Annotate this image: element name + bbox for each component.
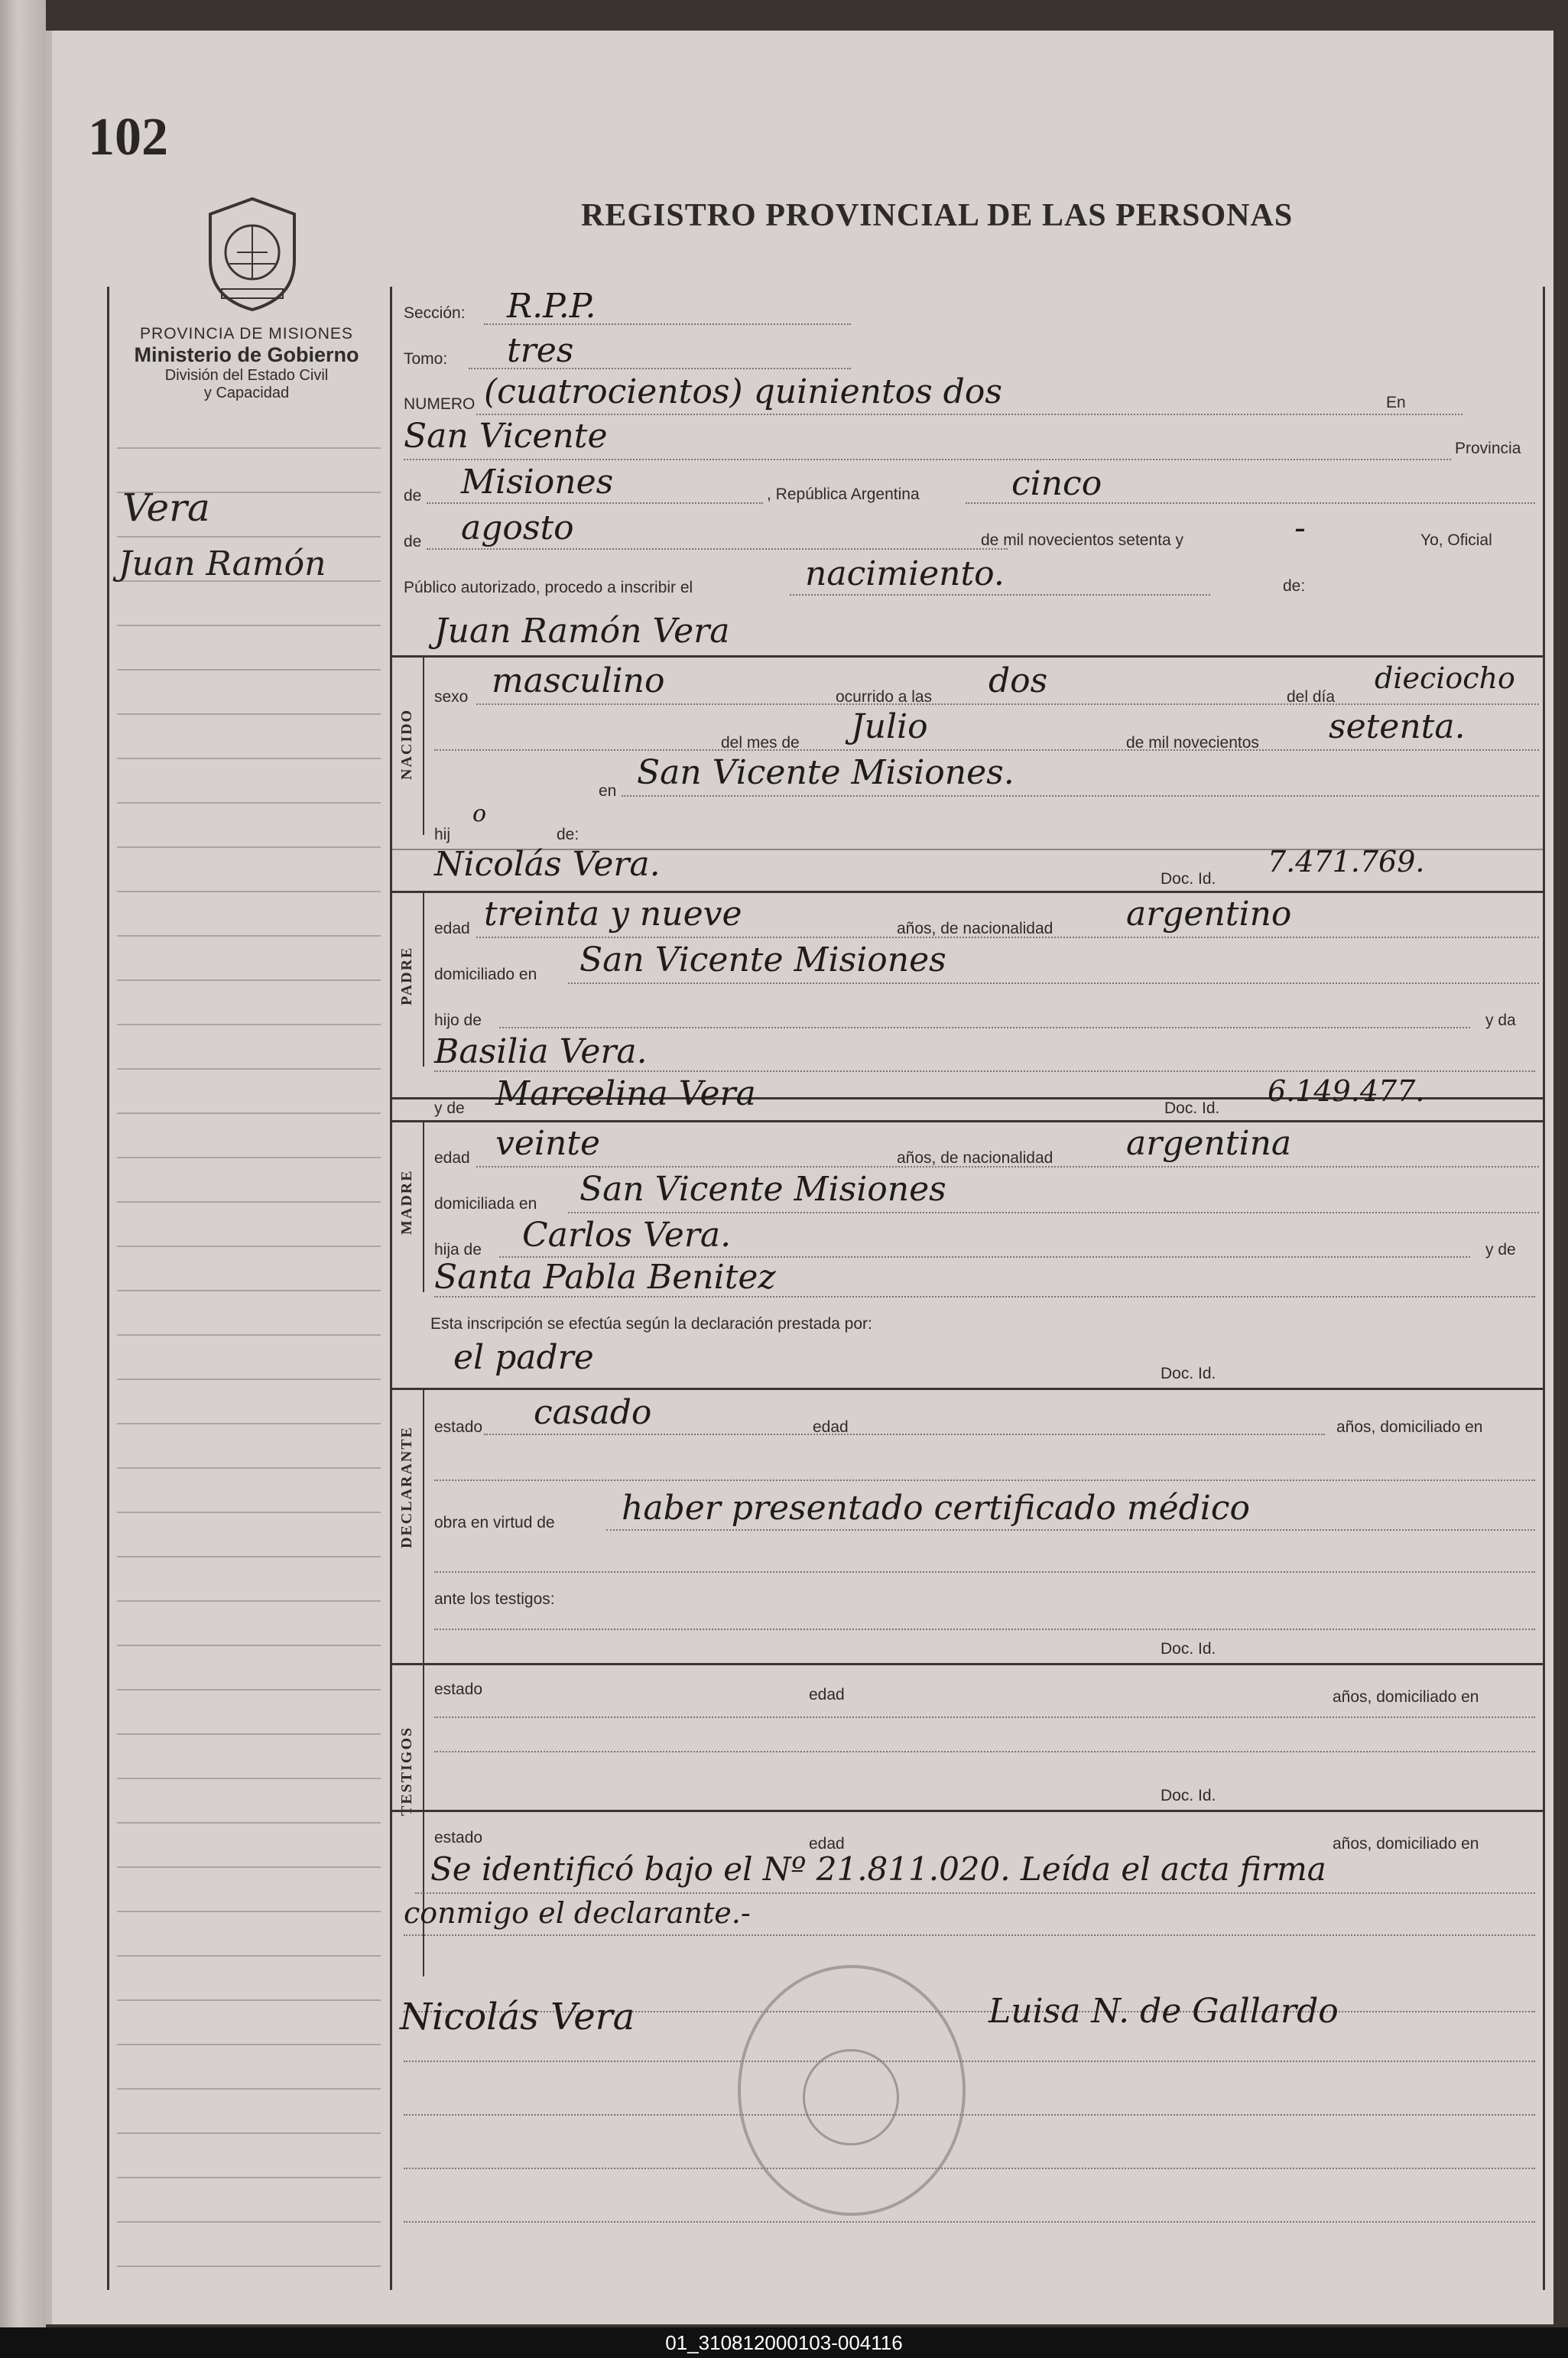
official-signature: Luisa N. de Gallardo xyxy=(989,1992,1339,2031)
year-label: de mil novecientos setenta y xyxy=(981,531,1183,549)
mother-parent-1: Carlos Vera. xyxy=(522,1216,732,1255)
dotted-line xyxy=(434,1629,1535,1630)
margin-rule-line xyxy=(117,2088,381,2090)
margin-rule-line xyxy=(117,1290,381,1291)
declarante-name: el padre xyxy=(453,1338,594,1377)
testigos-label: ante los testigos: xyxy=(434,1590,555,1608)
tomo-label: Tomo: xyxy=(404,350,448,368)
declarant-signature: Nicolás Vera xyxy=(400,1996,635,2038)
child-name: Juan Ramón Vera xyxy=(434,612,730,651)
division-line-1: División del Estado Civil xyxy=(164,367,329,384)
provincia-value: Misiones xyxy=(461,463,614,502)
father-nac-value: argentino xyxy=(1126,895,1292,934)
publico-label: Público autorizado, procedo a inscribir el xyxy=(404,579,693,596)
dotted-line xyxy=(404,2114,1535,2116)
act-value: nacimiento. xyxy=(805,554,1005,593)
de-label: de xyxy=(404,487,422,505)
margin-rule-line xyxy=(117,802,381,804)
province-name: PROVINCIA DE MISIONES xyxy=(140,325,353,343)
mother-y-de-label-2: y de xyxy=(1485,1241,1516,1259)
margin-rule-line xyxy=(117,1112,381,1114)
dotted-line xyxy=(622,795,1539,797)
margin-rule-line xyxy=(117,1024,381,1025)
dotted-line xyxy=(427,548,1008,550)
margin-rule-line xyxy=(117,891,381,892)
page-title: REGISTRO PROVINCIAL DE LAS PERSONAS xyxy=(581,198,1294,233)
declarante-edad-label: edad xyxy=(813,1418,849,1436)
anio-value: setenta. xyxy=(1329,707,1466,746)
margin-rule-line xyxy=(117,1379,381,1380)
margin-rule-line xyxy=(117,1600,381,1602)
tomo-value: tres xyxy=(507,331,574,370)
section-rule xyxy=(392,1663,1543,1665)
stamp-emblem-icon xyxy=(803,2049,899,2145)
mother-y-de-label: y de xyxy=(434,1099,465,1117)
margin-given-name: Juan Ramón xyxy=(118,544,326,583)
section-bar xyxy=(423,891,424,1067)
margin-rule-line xyxy=(117,979,381,981)
dotted-line xyxy=(966,502,1535,504)
mother-edad-label: edad xyxy=(434,1149,470,1167)
margin-rule-line xyxy=(117,1334,381,1336)
dotted-line xyxy=(427,502,763,504)
declarante-estado-value: casado xyxy=(534,1393,652,1432)
margin-rule-line xyxy=(117,846,381,848)
lugar-label: en xyxy=(599,782,617,800)
section-rule xyxy=(392,1120,1543,1122)
testigo-2-estado-label: estado xyxy=(434,1829,483,1846)
margin-rule-line xyxy=(117,1733,381,1735)
margin-rule-line xyxy=(117,1423,381,1424)
dotted-line xyxy=(469,368,851,369)
place-value: San Vicente xyxy=(404,417,608,456)
margin-rule-line xyxy=(117,1955,381,1957)
father-hijo-de-label: hijo de xyxy=(434,1012,482,1029)
dotted-line xyxy=(606,1529,1535,1531)
father-doc-label: Doc. Id. xyxy=(1161,870,1216,888)
book-binding xyxy=(0,0,46,2332)
obra-label: obra en virtud de xyxy=(434,1514,555,1531)
margin-rule-line xyxy=(117,1512,381,1513)
margin-rule-line xyxy=(117,625,381,626)
de-label-2: de xyxy=(404,533,422,551)
numero-value: (cuatrocientos) quinientos dos xyxy=(484,372,1002,411)
sexo-label: sexo xyxy=(434,688,469,706)
margin-rule-line xyxy=(117,536,381,538)
division-line-2: y Capacidad xyxy=(203,385,290,401)
dotted-line xyxy=(404,2221,1535,2223)
lugar-value: San Vicente Misiones. xyxy=(637,753,1014,792)
section-bar xyxy=(423,655,424,835)
margin-rule-line xyxy=(117,1689,381,1691)
de-label-3: de: xyxy=(1283,577,1306,595)
testigo-2-edad-label: edad xyxy=(809,1835,845,1853)
padre-section-label: PADRE xyxy=(398,946,415,1005)
provincia-label: Provincia xyxy=(1455,440,1521,457)
section-rule xyxy=(392,655,1543,658)
mother-dom-label: domiciliada en xyxy=(434,1195,537,1213)
margin-rule-line xyxy=(117,2221,381,2223)
margin-rule-line xyxy=(117,2265,381,2267)
obra-value: haber presentado certificado médico xyxy=(622,1489,1251,1528)
margin-rule-line xyxy=(117,1778,381,1779)
declarante-estado-label: estado xyxy=(434,1418,483,1436)
margin-surname: Vera xyxy=(122,486,210,530)
section-rule xyxy=(392,1810,1543,1812)
month-value: agosto xyxy=(461,508,574,547)
dotted-line xyxy=(499,1027,1470,1028)
margin-rule-line xyxy=(117,1246,381,1247)
margin-rule-line xyxy=(117,2044,381,2045)
hora-label: ocurrido a las xyxy=(836,688,933,706)
mother-dom-value: San Vicente Misiones xyxy=(579,1170,946,1209)
testigo-1-estado-label: estado xyxy=(434,1681,483,1698)
testigo-2-doc-label: Doc. Id. xyxy=(1161,1787,1216,1804)
section-bar xyxy=(423,1120,424,1292)
dotted-line xyxy=(434,1070,1535,1072)
margin-rule-line xyxy=(117,1201,381,1203)
record-body xyxy=(390,287,1545,2290)
mother-edad-value: veinte xyxy=(495,1124,601,1163)
oficial-label: Yo, Oficial xyxy=(1420,531,1492,549)
margin-rule-line xyxy=(117,758,381,759)
margin-rule-line xyxy=(117,1157,381,1158)
testigo-1-edad-label: edad xyxy=(809,1686,845,1704)
mother-nac-value: argentina xyxy=(1126,1124,1292,1163)
margin-rule-line xyxy=(117,2132,381,2134)
nacido-section-label: NACIDO xyxy=(398,708,415,780)
madre-section-label: MADRE xyxy=(398,1169,415,1235)
mes-value: Julio xyxy=(851,707,928,746)
section-bar xyxy=(423,1388,424,1663)
father-parent-1: Basilia Vera. xyxy=(434,1032,648,1071)
dotted-line xyxy=(404,1934,1535,1936)
dotted-line xyxy=(790,594,1210,596)
father-name: Nicolás Vera. xyxy=(434,845,661,884)
sexo-value: masculino xyxy=(492,661,665,700)
father-dom-label: domiciliado en xyxy=(434,966,537,983)
image-caption: 01_310812000103-004116 xyxy=(0,2327,1568,2358)
father-nac-label: años, de nacionalidad xyxy=(897,920,1053,937)
margin-rule-line xyxy=(117,935,381,937)
dotted-line xyxy=(476,937,1539,938)
mother-hija-de-label: hija de xyxy=(434,1241,482,1259)
dotted-line xyxy=(484,1434,1325,1435)
dotted-line xyxy=(434,1571,1535,1573)
margin-rule-line xyxy=(117,1556,381,1557)
en-label: En xyxy=(1386,394,1406,411)
dotted-line xyxy=(434,1296,1535,1298)
dia-value: dieciocho xyxy=(1375,661,1515,695)
numero-label: NUMERO xyxy=(404,395,476,413)
mes-label: del mes de xyxy=(721,734,800,752)
father-y-da-label: y da xyxy=(1485,1012,1516,1029)
ministry-name: Ministerio de Gobierno xyxy=(134,343,359,366)
father-edad-value: treinta y nueve xyxy=(484,895,742,934)
margin-column xyxy=(107,287,388,2290)
dotted-line xyxy=(404,459,1451,460)
mother-doc-value: 6.149.477. xyxy=(1268,1074,1425,1108)
closing-line-2: conmigo el declarante.- xyxy=(404,1896,751,1930)
dotted-line xyxy=(484,323,851,325)
margin-rule-line xyxy=(117,447,381,449)
dotted-line xyxy=(434,1479,1535,1481)
closing-line-1: Se identificó bajo el Nº 21.811.020. Leída el acta firma xyxy=(430,1850,1326,1888)
margin-rule-line xyxy=(117,1866,381,1868)
dia-label: del día xyxy=(1287,688,1336,706)
seccion-label: Sección: xyxy=(404,304,466,322)
father-dom-value: San Vicente Misiones xyxy=(579,940,946,979)
day-value: cinco xyxy=(1011,464,1102,503)
mother-parent-2: Santa Pabla Benitez xyxy=(434,1258,776,1297)
dotted-line xyxy=(476,703,1539,705)
dotted-line xyxy=(434,749,1539,751)
declarante-section-label: DECLARANTE xyxy=(398,1425,415,1548)
father-edad-label: edad xyxy=(434,920,470,937)
hora-value: dos xyxy=(989,661,1048,700)
dotted-line xyxy=(476,414,1462,415)
hijo-label: hij xyxy=(434,826,451,843)
seccion-value: R.P.P. xyxy=(507,287,596,326)
year-suffix: - xyxy=(1294,508,1306,547)
section-rule xyxy=(392,1388,1543,1390)
margin-rule-line xyxy=(117,2177,381,2178)
testigo-1-doc-label: Doc. Id. xyxy=(1161,1640,1216,1658)
declarante-intro: Esta inscripción se efectúa según la declaración prestada por: xyxy=(430,1315,872,1333)
anio-label: de mil novecientos xyxy=(1126,734,1259,752)
declarante-dom-label: años, domiciliado en xyxy=(1336,1418,1483,1436)
padre-de-label: de: xyxy=(557,826,579,843)
margin-rule-line xyxy=(117,1467,381,1469)
dotted-line xyxy=(415,1892,1535,1894)
testigo-2-dom-label: años, domiciliado en xyxy=(1333,1835,1479,1853)
margin-rule-line xyxy=(117,1068,381,1070)
mother-doc-label: Doc. Id. xyxy=(1164,1099,1220,1117)
margin-rule-line xyxy=(117,1999,381,2001)
testigos-section-label: TESTIGOS xyxy=(398,1726,415,1816)
mother-nac-label: años, de nacionalidad xyxy=(897,1149,1053,1167)
margin-rule-line xyxy=(117,1645,381,1646)
dotted-line xyxy=(568,1212,1539,1213)
father-doc-value: 7.471.769. xyxy=(1268,845,1425,879)
dotted-line xyxy=(476,1166,1539,1168)
hijo-suffix: o xyxy=(472,801,487,827)
margin-rule-line xyxy=(117,1911,381,1912)
declarante-doc-label: Doc. Id. xyxy=(1161,1365,1216,1382)
republica-label: , República Argentina xyxy=(767,486,920,503)
dotted-line xyxy=(434,1751,1535,1752)
dotted-line xyxy=(404,2061,1535,2062)
dotted-line xyxy=(568,982,1539,984)
mother-name: Marcelina Vera xyxy=(495,1074,756,1113)
dotted-line xyxy=(434,1717,1535,1718)
section-rule xyxy=(392,891,1543,893)
folio-number: 102 xyxy=(88,108,168,167)
margin-rule-line xyxy=(117,669,381,671)
testigo-1-dom-label: años, domiciliado en xyxy=(1333,1688,1479,1706)
margin-rule-line xyxy=(117,713,381,715)
dotted-line xyxy=(404,2168,1535,2169)
margin-rule-line xyxy=(117,1822,381,1824)
